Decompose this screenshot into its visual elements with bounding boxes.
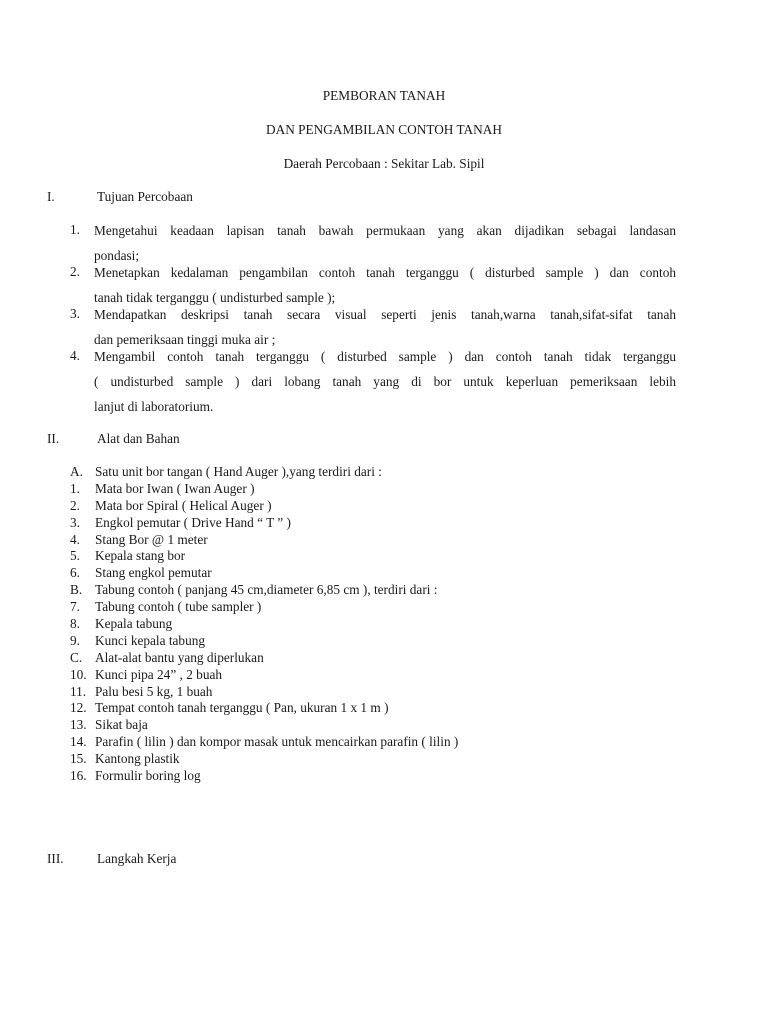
- list-item-text: Formulir boring log: [95, 768, 201, 784]
- list-item: [70, 599, 458, 616]
- objective-text-cont: ( undisturbed sample ) dari lobang tanah yang di bor untuk keperluan pemeriksaan lebih: [94, 374, 676, 389]
- list-item-text: Kunci kepala tabung: [95, 632, 206, 648]
- objective-text: Mengambil contoh tanah terganggu ( disturbed sample ) dan contoh tanah tidak terganggu: [94, 349, 676, 364]
- list-number: 5.: [70, 548, 80, 564]
- list-item-text: Kantong plastik: [95, 751, 180, 767]
- list-number: B.: [70, 582, 83, 598]
- list-item-text: Kepala stang bor: [95, 548, 186, 564]
- experiment-location: Daerah Percobaan : Sekitar Lab. Sipil: [283, 156, 485, 171]
- list-number: 3.: [70, 306, 80, 321]
- objective-text-cont: lanjut di laboratorium.: [94, 399, 214, 414]
- list-number: 2.: [70, 264, 80, 279]
- objective-item: [70, 264, 676, 306]
- list-item-text: Mata bor Spiral ( Helical Auger ): [95, 497, 272, 513]
- equipment-list: [70, 464, 458, 785]
- list-item: [70, 650, 458, 667]
- section-title: Langkah Kerja: [97, 851, 177, 866]
- list-number: 16.: [70, 768, 87, 784]
- list-number: 4.: [70, 531, 80, 547]
- list-item-text: Kepala tabung: [95, 616, 173, 632]
- objective-text: Menetapkan kedalaman pengambilan contoh tanah terganggu ( disturbed sample ) dan contoh: [94, 265, 676, 280]
- section-number: II.: [47, 431, 60, 446]
- list-item: [70, 751, 458, 768]
- list-item: [70, 734, 458, 751]
- list-item: [70, 717, 458, 734]
- section-number: III.: [47, 851, 64, 866]
- document-title: PEMBORAN TANAH: [322, 88, 446, 103]
- document-subtitle: DAN PENGAMBILAN CONTOH TANAH: [266, 122, 502, 137]
- list-number: 10.: [70, 666, 87, 682]
- list-number: 8.: [70, 616, 80, 632]
- list-item-text: Satu unit bor tangan ( Hand Auger ),yang terdiri dari :: [95, 464, 382, 479]
- list-item: [70, 481, 458, 498]
- objective-item: [70, 222, 676, 264]
- objective-item: [70, 348, 676, 415]
- list-item-text: Stang Bor @ 1 meter: [95, 531, 208, 547]
- list-item-text: Tabung contoh ( panjang 45 cm,diameter 6,85 cm ), terdiri dari :: [95, 582, 438, 598]
- list-item: [70, 684, 458, 701]
- objective-text-cont: tanah tidak terganggu ( undisturbed sample );: [94, 290, 336, 305]
- list-number: 1.: [70, 222, 80, 237]
- list-item-text: Alat-alat bantu yang diperlukan: [95, 649, 264, 665]
- list-number: 9.: [70, 632, 80, 648]
- list-item-text: Parafin ( lilin ) dan kompor masak untuk mencairkan parafin ( lilin ): [95, 734, 459, 750]
- list-item: [70, 700, 458, 717]
- list-number: 7.: [70, 599, 80, 615]
- objective-text: Mendapatkan deskripsi tanah secara visual seperti jenis tanah,warna tanah,sifat-sifat tanah: [94, 307, 676, 322]
- list-item-text: Kunci pipa 24” , 2 buah: [95, 666, 223, 682]
- list-item: [70, 548, 458, 565]
- list-number: C.: [70, 649, 83, 665]
- objective-text: Mengetahui keadaan lapisan tanah bawah permukaan yang akan dijadikan sebagai landasan: [94, 223, 676, 238]
- section-title: Tujuan Percobaan: [97, 189, 193, 204]
- section-number: I.: [47, 189, 55, 204]
- list-item: [70, 532, 458, 549]
- list-number: 13.: [70, 717, 87, 733]
- list-item: [70, 582, 458, 599]
- list-item-text: Sikat baja: [95, 717, 148, 733]
- list-item: [70, 515, 458, 532]
- list-item: [70, 616, 458, 633]
- list-item: [70, 565, 458, 582]
- list-item: [70, 667, 458, 684]
- list-number: 11.: [70, 683, 87, 699]
- list-item: [70, 633, 458, 650]
- list-item-text: Tabung contoh ( tube sampler ): [95, 599, 262, 615]
- list-item-text: Palu besi 5 kg, 1 buah: [95, 683, 213, 699]
- objective-text-cont: dan pemeriksaan tinggi muka air ;: [94, 332, 276, 347]
- list-item: [70, 464, 458, 481]
- list-number: 1.: [70, 480, 80, 496]
- list-number: A.: [70, 464, 83, 479]
- list-number: 4.: [70, 348, 80, 363]
- list-item: [70, 768, 458, 785]
- list-number: 3.: [70, 514, 80, 530]
- list-item-text: Engkol pemutar ( Drive Hand “ T ” ): [95, 514, 291, 530]
- section-title: Alat dan Bahan: [97, 431, 180, 446]
- list-number: 15.: [70, 751, 87, 767]
- list-item-text: Stang engkol pemutar: [95, 565, 212, 581]
- objective-text-cont: pondasi;: [94, 248, 140, 263]
- list-item: [70, 498, 458, 515]
- list-number: 14.: [70, 734, 87, 750]
- list-number: 2.: [70, 497, 80, 513]
- list-item-text: Mata bor Iwan ( Iwan Auger ): [95, 480, 255, 496]
- list-number: 6.: [70, 565, 80, 581]
- objective-item: [70, 306, 676, 348]
- list-number: 12.: [70, 700, 87, 716]
- list-item-text: Tempat contoh tanah terganggu ( Pan, ukuran 1 x 1 m ): [95, 700, 389, 716]
